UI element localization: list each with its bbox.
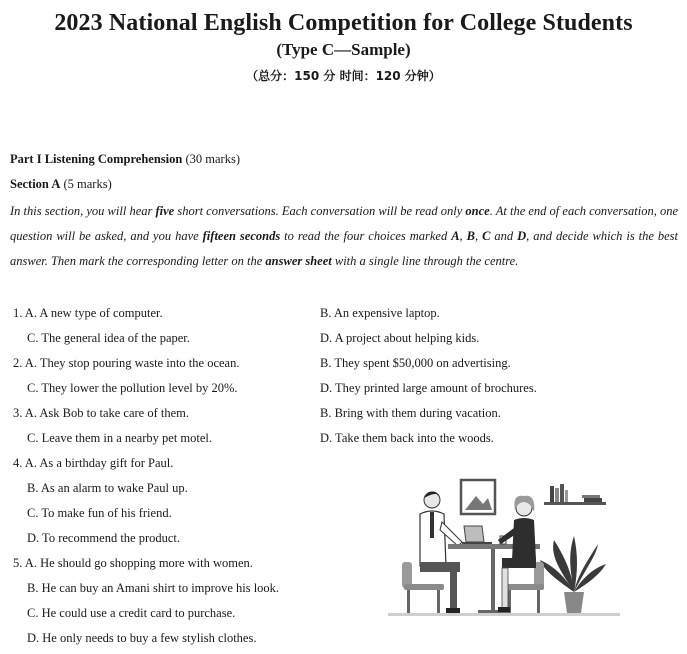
- instr-emph: fifteen seconds: [202, 229, 281, 243]
- section-instructions: [10, 199, 678, 274]
- part-heading: [10, 152, 240, 167]
- q1-option-c: C. The general idea of the paper.: [27, 331, 190, 345]
- instr-text: , and decide which is the best answer. Then mark the corresponding letter on the: [10, 229, 679, 268]
- q1-option-d: D. A project about helping kids.: [320, 331, 480, 345]
- q5-option-c: C. He could use a credit card to purchase.: [27, 606, 236, 620]
- instr-emph: B: [466, 229, 475, 243]
- instr-text: and: [490, 229, 518, 243]
- section-title: Section A: [10, 177, 61, 191]
- instr-emph: once: [465, 204, 490, 218]
- q4-option-d: D. To recommend the product.: [27, 531, 181, 545]
- q5-option-b: B. He can buy an Amani shirt to improve his look.: [27, 581, 280, 595]
- q3-option-b: B. Bring with them during vacation.: [320, 406, 501, 420]
- instr-emph: C: [482, 229, 491, 243]
- q1-option-b: B. An expensive laptop.: [320, 306, 440, 320]
- q4-option-b: B. As an alarm to wake Paul up.: [27, 481, 188, 495]
- q2-option-b: B. They spent $50,000 on advertising.: [320, 356, 511, 370]
- instr-text: short conversations. Each conversation will be read only: [174, 204, 466, 218]
- section-heading: [10, 177, 112, 192]
- q2-option-c: C. They lower the pollution level by 20%.: [27, 381, 238, 395]
- instr-text: to read the four choices marked: [280, 229, 452, 243]
- office-meeting-icon: [384, 474, 624, 624]
- q5-option-d: D. He only needs to buy a few stylish clothes.: [27, 631, 257, 645]
- instr-text: ,: [474, 229, 483, 243]
- exam-meta: （总分：150 分 时间：120 分钟）: [246, 69, 441, 83]
- q3-option-a: 3. A. Ask Bob to take care of them.: [13, 406, 190, 420]
- instr-emph: answer sheet: [265, 254, 332, 268]
- q4-option-a: 4. A. As a birthday gift for Paul.: [13, 456, 174, 470]
- instr-text: ,: [459, 229, 467, 243]
- q2-option-d: D. They printed large amount of brochures.: [320, 381, 537, 395]
- instr-emph: D: [517, 229, 527, 243]
- part-title: Part I Listening Comprehension: [10, 152, 183, 166]
- q1-option-a: 1. A. A new type of computer.: [13, 306, 163, 320]
- section-marks: (5 marks): [63, 177, 112, 191]
- q2-option-a: 2. A. They stop pouring waste into the ocean.: [13, 356, 240, 370]
- page-subtitle: (Type C—Sample): [276, 40, 411, 59]
- instr-text: with a single line through the centre.: [331, 254, 519, 268]
- q3-option-c: C. Leave them in a nearby pet motel.: [27, 431, 213, 445]
- instr-text: In this section, you will hear: [10, 204, 156, 218]
- q4-option-c: C. To make fun of his friend.: [27, 506, 172, 520]
- instr-text: . At the end of each conversation, one question will be asked, and you have: [10, 204, 678, 243]
- q3-option-d: D. Take them back into the woods.: [320, 431, 494, 445]
- q5-option-a: 5. A. He should go shopping more with women.: [13, 556, 253, 570]
- page-title: 2023 National English Competition for College Students: [54, 10, 633, 36]
- office-meeting-illustration: [384, 474, 624, 624]
- instr-emph: A: [451, 229, 460, 243]
- part-marks: (30 marks): [185, 152, 240, 166]
- instr-emph: five: [155, 204, 175, 218]
